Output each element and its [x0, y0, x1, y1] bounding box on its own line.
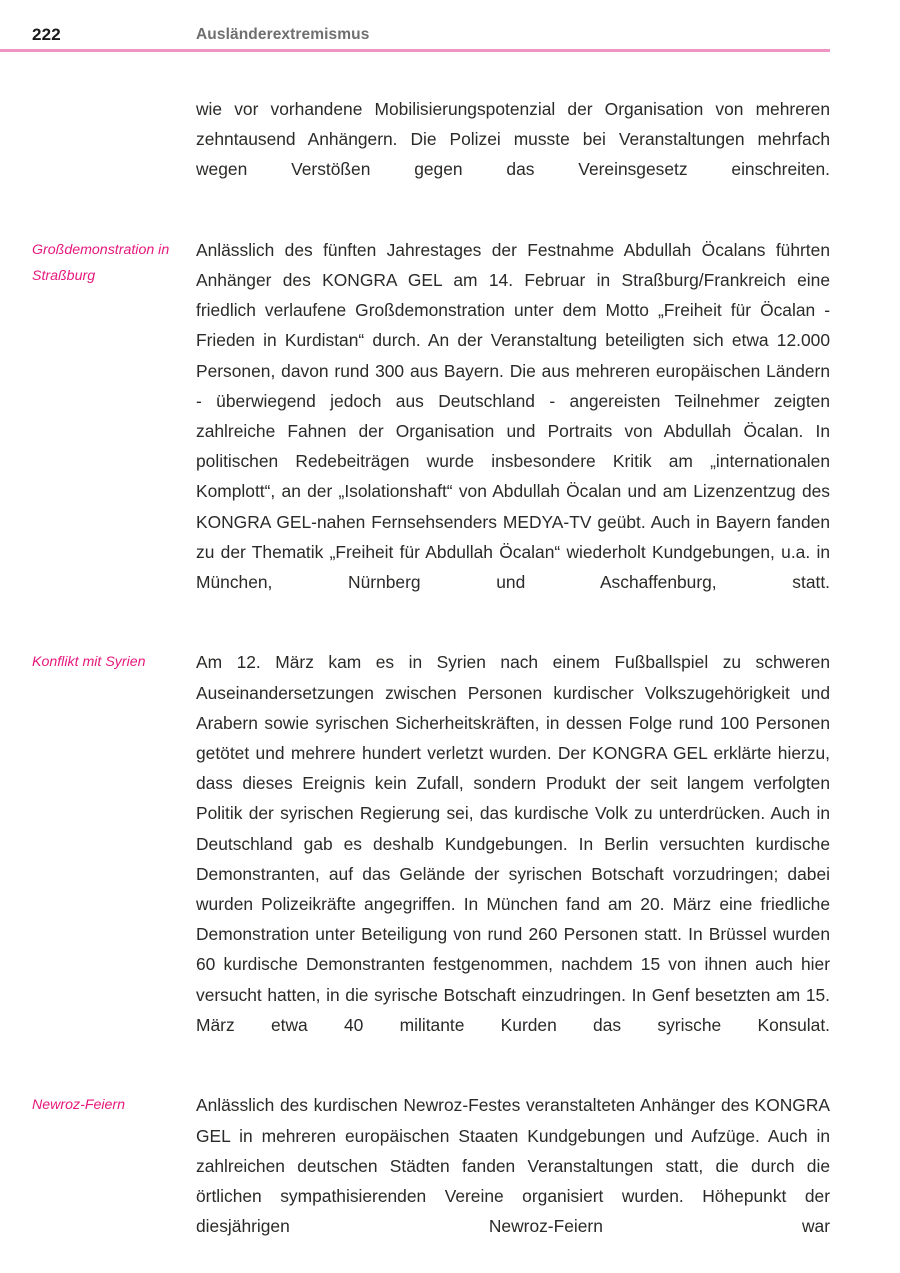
header-divider-rule	[0, 49, 830, 52]
page-number: 222	[32, 25, 61, 44]
body-paragraph: Anlässlich des fünften Jahrestages der Festnahme Abdullah Öcalans führten Anhänger des KONGRA GEL am 14. Februar in Straßburg/Frankreich eine friedlich verlaufene Großdemonstration unter dem Motto „Freiheit für Öcalan - Frieden in Kurdistan“ durch. An der Veranstaltung beteiligten sich etwa 12.000 Personen, davon rund 300 aus Bayern. Die aus mehreren europäischen Ländern - überwiegend jedoch aus Deutschland - angereisten Teilnehmer zeigten zahlreiche Fahnen der Organisation und Portraits von Abdullah Öcalan. In politischen Redebeiträgen wurde insbesondere Kritik am „internationalen Komplott“, an der „Isolationshaft“ von Abdullah Öcalan und am Lizenzentzug des KONGRA GEL-nahen Fernsehsenders MEDYA-TV geübt. Auch in Bayern fanden zu der Thematik „Freiheit für Abdullah Öcalan“ wiederholt Kundgebungen, u.a. in München, Nürnberg und Aschaffenburg, statt.	[196, 239, 830, 593]
margin-note-grossdemonstration: Großdemonstration in Straßburg	[32, 241, 170, 285]
page-content	[0, 94, 900, 1272]
text-block	[0, 94, 900, 215]
body-paragraph: Am 12. März kam es in Syrien nach einem Fußballspiel zu schweren Auseinandersetzungen zwischen Personen kurdischer Volkszugehörigkeit und Arabern sowie syrischen Sicherheitskräften, in dessen Folge rund 100 Personen getötet und mehrere hundert verletzt wurden. Der KONGRA GEL erklärte hierzu, dass dieses Ereignis kein Zufall, sondern Produkt der seit langem verfolgten Politik der syrischen Regierung sei, das kurdische Volk zu unterdrücken. Auch in Deutschland gab es deshalb Kundgebungen. In Berlin versuchten kurdische Demonstranten, auf das Gelände der syrischen Botschaft vorzudringen; dabei wurden Polizeikräfte angegriffen. In München fand am 20. März eine friedliche Demonstration unter Beteiligung von rund 260 Personen statt. In Brüssel wurden 60 kurdische Demonstranten festgenommen, nachdem 15 von ihnen auch hier versucht hatten, in die syrische Botschaft einzudringen. In Genf besetzten am 15. März etwa 40 militante Kurden das syrische Konsulat.	[196, 652, 830, 1035]
running-head-title: Ausländerextremismus	[196, 26, 370, 43]
text-block	[0, 1090, 900, 1271]
body-paragraph: wie vor vorhandene Mobilisierungspotenzial der Organisation von mehreren zehntausend Anhängern. Die Polizei musste bei Veranstaltungen mehrfach wegen Verstößen gegen das Vereinsgesetz einschreiten.	[196, 99, 830, 180]
margin-note-konflikt-syrien: Konflikt mit Syrien	[32, 654, 146, 671]
text-block	[0, 235, 900, 628]
margin-note-newroz-feiern: Newroz-Feiern	[32, 1097, 126, 1114]
body-paragraph: Anlässlich des kurdischen Newroz-Festes veranstalteten Anhänger des KONGRA GEL in mehreren europäischen Staaten Kundgebungen und Aufzüge. Auch in zahlreichen deutschen Städten fanden Veranstaltungen statt, die durch die örtlichen sympathisierenden Vereine organisiert wurden. Höhepunkt der diesjährigen Newroz-Feiern war	[196, 1095, 830, 1237]
text-block	[0, 647, 900, 1070]
